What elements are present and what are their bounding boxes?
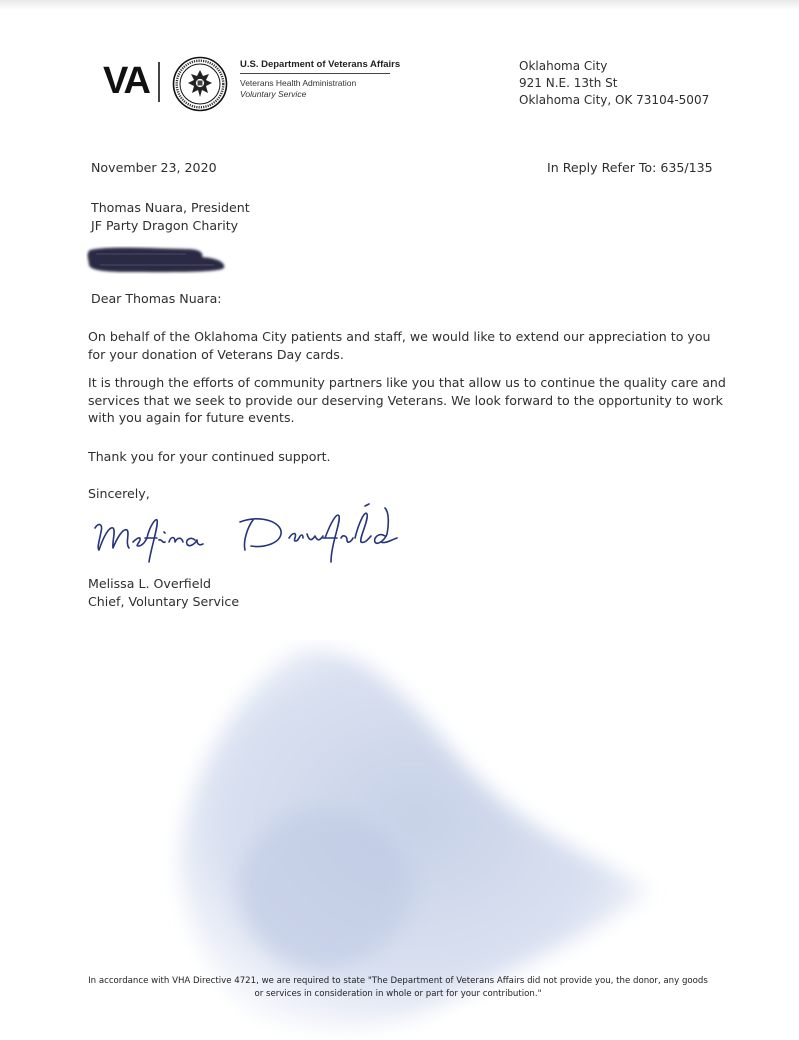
- service-name: Voluntary Service: [240, 89, 307, 99]
- letter-date: November 23, 2020: [91, 160, 217, 175]
- handwritten-signature: [85, 498, 405, 578]
- department-block: [240, 59, 401, 99]
- va-logo: VA: [103, 60, 149, 102]
- logo-divider: [158, 62, 160, 102]
- reply-refer: In Reply Refer To: 635/135: [547, 160, 713, 175]
- address-line: 921 N.E. 13th St: [519, 76, 618, 90]
- va-seal-icon: [172, 56, 228, 112]
- department-name: U.S. Department of Veterans Affairs: [240, 59, 390, 74]
- closing: Sincerely,: [88, 486, 150, 501]
- body-paragraph: It is through the efforts of community partners like you that allow us to continue the quality care and services that we seek to provide our deserving Veterans. We look forward to the opportunity to work with you again for future events.: [88, 375, 726, 426]
- salutation: Dear Thomas Nuara:: [91, 291, 222, 306]
- recipient-name: Thomas Nuara, President: [91, 200, 250, 215]
- recipient-organization: JF Party Dragon Charity: [91, 218, 239, 233]
- body-paragraph: Thank you for your continued support.: [88, 449, 331, 464]
- scan-edge-shadow: [0, 0, 799, 10]
- address-line: Oklahoma City: [519, 59, 608, 73]
- body-paragraph: On behalf of the Oklahoma City patients and staff, we would like to extend our appreciation to you for your donation of Veterans Day cards.: [88, 329, 711, 362]
- address-line: Oklahoma City, OK 73104-5007: [519, 93, 710, 107]
- footer-notice: In accordance with VHA Directive 4721, we are required to state "The Department of Veterans Affairs did not provide you, the donor, any goods or services in consideration in whole or part for your contribution.": [88, 976, 708, 999]
- administration-name: Veterans Health Administration: [240, 78, 357, 88]
- signer-title: Chief, Voluntary Service: [88, 594, 240, 609]
- sender-address: [519, 58, 709, 109]
- redacted-address: [86, 246, 228, 274]
- signer-name: Melissa L. Overfield: [88, 576, 211, 591]
